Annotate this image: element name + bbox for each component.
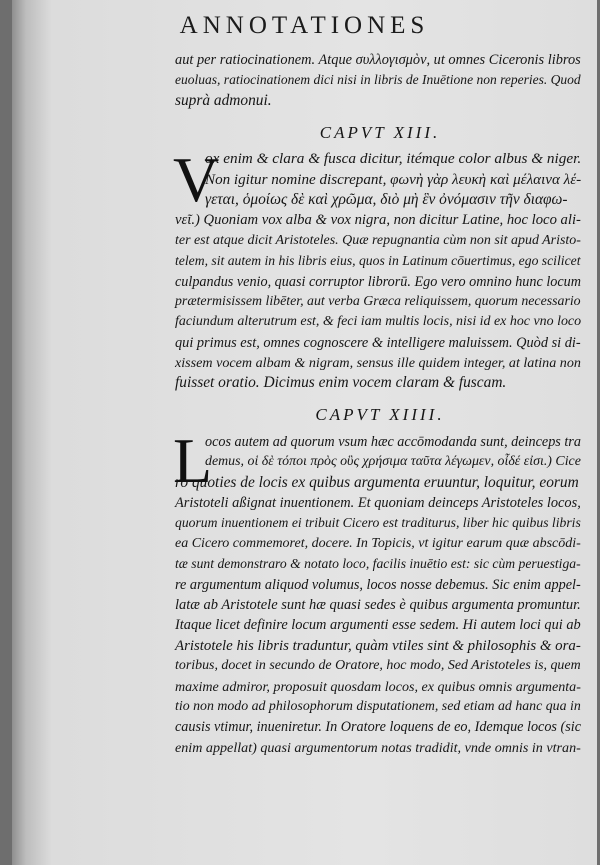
text-line: ter est atque dicit Aristoteles. Quæ repugnantia cùm non sit apud Aristo- [175, 232, 581, 248]
text-line: xissem vocem albam & nigram, sensus ille quidem integer, at latina non [175, 355, 581, 372]
text-line: tæ sunt demonstraro & notato loco, facilis inuētio est: sic cùm peruestiga- [175, 556, 581, 572]
text-line: euoluas, ratiocinationem dici nisi in libris de Inuētione non reperies. Quod [175, 72, 581, 88]
chapter-heading: CAPVT XIIII. [315, 404, 445, 424]
text-line: latæ ab Aristotele sunt hæ quasi sedes è quibus argumenta promuntur. [175, 596, 581, 613]
text-line: culpandus venio, quasi corruptor librorū. Ego vero omnino hunc locum [175, 273, 582, 290]
chapter-section [175, 119, 585, 394]
text-line: tio non modo ad philosophorum disputationem, sed etiam ad hanc qua in [175, 698, 581, 714]
text-line: ea Cicero commemoret, docere. In Topicis, vt igitur earum quæ abscōdi- [175, 535, 581, 551]
text-line: re argumentum aliquod volumus, locos nosse debemus. Sic enim appel- [175, 576, 581, 593]
running-head: ANNOTATIONES [179, 12, 430, 39]
text-line: demus, οἱ δὲ τόποι πρὸς οὓς χρήσιμα ταῦτα λέγωμεν, οἶδέ εἰσι.) Cice [205, 454, 581, 470]
text-line: enim appellat) quasi argumentorum notas tradidit, vnde omnis in vtran- [175, 739, 581, 756]
text-line: faciundum alterutrum est, & feci iam multis locis, nisi id ex hoc vno loco [175, 314, 582, 330]
main-text [175, 50, 585, 758]
text-line: νεῖ.) Quoniam vox alba & vox nigra, non dicitur Latine, hoc loco ali- [175, 212, 581, 229]
text-line: qui primus est, omnes cognoscere & intelligere maluissem. Quòd si di- [175, 334, 581, 351]
text-line: quorum inuentionem ei tribuit Cicero est traditurus, liber hic quibus libris [175, 515, 581, 531]
drop-cap: L [173, 424, 213, 496]
text-line: ocos autem ad quorum vsum hæc accōmodanda sunt, deinceps tra [205, 433, 581, 450]
text-line: suprà admonui. [175, 91, 272, 109]
text-line: prætermisissem libēter, aut verba Græca reliquissem, quorum necessario [175, 293, 581, 309]
text-line: Aristoteli aßignat inuentionem. Et quoniam deinceps Aristoteles locos, [175, 495, 581, 512]
paragraph [173, 424, 585, 758]
text-line: Aristotele his libris traduntur, quàm vtiles sint & philosophis & ora- [175, 637, 581, 654]
book-page [12, 0, 597, 865]
text-line: toribus, docet in secundo de Oratore, hoc modo, Sed Aristoteles is, quem [175, 658, 581, 674]
text-line: ro quoties de locis ex quibus argumenta eruuntur, loquitur, eorum [175, 473, 579, 491]
drop-cap: V [173, 144, 220, 216]
text-line: aut per ratiocinationem. Atque συλλογισμὸν, ut omnes Ciceronis libros [175, 52, 581, 68]
text-line: Non igitur nomine discrepant, φωνὴ γὰρ λευκὴ καὶ μέλαινα λέ- [205, 171, 582, 188]
text-line: fuisset oratio. Dicimus enim vocem claram & fuscam. [175, 374, 507, 392]
text-line: γεται, ὁμοίως δὲ καὶ χρῶμα, διὸ μὴ ἓν ὀνόμασιν τῆν διαφω- [205, 190, 568, 208]
chapter-heading: CAPVT XIII. [319, 123, 441, 143]
text-line: telem, sit autem in his libris eius, quos in Latinum cōuertimus, ego scilicet [175, 253, 581, 269]
chapter-section [175, 401, 585, 758]
text-line: causis vtimur, inueniretur. In Oratore loquens de eo, Idemque locos (sic [175, 719, 581, 736]
text-line: Itaque licet definire locum argumenti esse sedem. Hi autem loci qui ab [175, 617, 581, 634]
text-line: ox enim & clara & fusca dicitur, itémque color albus & niger. [205, 150, 582, 168]
paragraph [173, 144, 585, 394]
text-line: maxime admiror, proposuit quosdam locos, ex quibus omnis argumenta- [175, 678, 581, 695]
